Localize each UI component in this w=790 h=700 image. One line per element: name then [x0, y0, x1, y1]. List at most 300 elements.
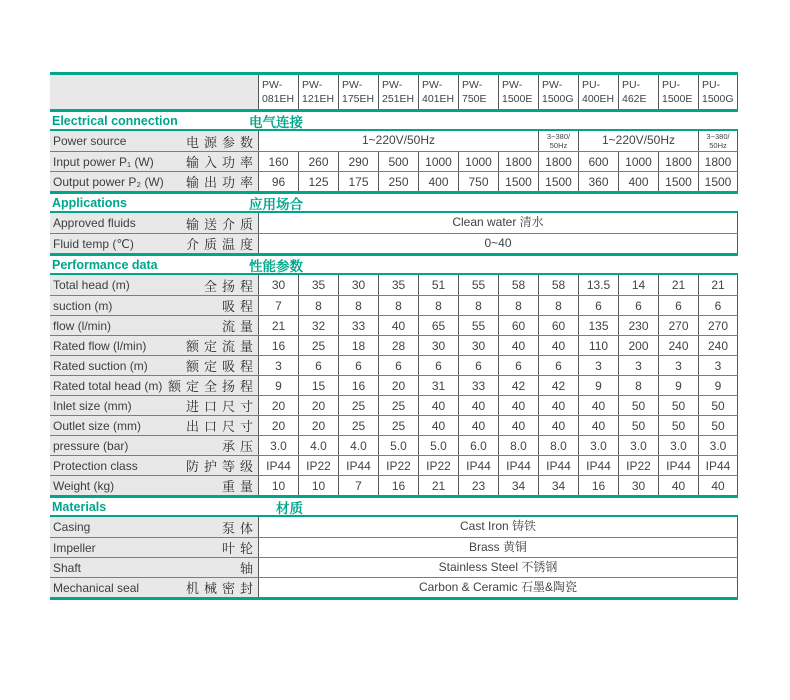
- model-column-header: [338, 75, 378, 109]
- value-cell: 1800: [498, 152, 538, 171]
- value-cell: 6: [578, 296, 618, 315]
- value-cell: IP44: [698, 456, 738, 475]
- model-prefix: PU-: [662, 78, 681, 91]
- section-materials: [50, 498, 738, 600]
- value-cell: 40: [458, 396, 498, 415]
- row-label-cell: [50, 456, 258, 475]
- value-cell: 7: [338, 476, 378, 495]
- spec-row: [50, 415, 738, 435]
- value-cell: 15: [298, 376, 338, 395]
- value-cell: 1800: [538, 152, 578, 171]
- row-label-cell: [50, 336, 258, 355]
- section-title-en: Electrical connection: [52, 113, 178, 128]
- model-code: 1500E: [502, 93, 533, 105]
- value-cell: IP44: [578, 456, 618, 475]
- row-label-zh: 叶轮: [221, 541, 258, 556]
- section-title-zh: 材质: [276, 500, 303, 516]
- model-column-header: [298, 75, 338, 109]
- value-cell: 8: [298, 296, 338, 315]
- value-small-line: 50Hz: [709, 141, 727, 150]
- value-cell: 6: [338, 356, 378, 375]
- spec-row: [50, 395, 738, 415]
- value-cell: 10: [258, 476, 298, 495]
- value-cell: 25: [338, 396, 378, 415]
- row-label-zh: 额定吸程: [185, 359, 258, 374]
- value-cell: 1000: [618, 152, 658, 171]
- row-label-zh: 全扬程: [203, 278, 258, 294]
- value-cell: 50: [618, 396, 658, 415]
- model-column-header: [458, 75, 498, 109]
- section-title-zh: 性能参数: [249, 258, 303, 274]
- value-cell: 1800: [698, 152, 738, 171]
- row-label-cell: [50, 316, 258, 335]
- spec-row: [50, 557, 738, 577]
- value-cell: 125: [298, 172, 338, 191]
- value-cell: 3.0: [658, 436, 698, 455]
- value-cell: 50: [618, 416, 658, 435]
- row-label-en: Total head (m): [53, 278, 130, 292]
- row-label-en: Approved fluids: [53, 216, 136, 230]
- value-span-cell: [698, 131, 738, 151]
- header-label-spacer: [50, 75, 258, 109]
- value-cell: 5.0: [378, 436, 418, 455]
- value-cell: 270: [698, 316, 738, 335]
- value-cell: 50: [658, 416, 698, 435]
- value-cell: 34: [538, 476, 578, 495]
- value-cell: 21: [258, 316, 298, 335]
- value-cell: 3.0: [258, 436, 298, 455]
- value-cell: 4.0: [338, 436, 378, 455]
- value-cell: 260: [298, 152, 338, 171]
- model-column-header: [538, 75, 578, 109]
- row-label-cell: [50, 396, 258, 415]
- model-column-header: [418, 75, 458, 109]
- value-cell: 51: [418, 275, 458, 295]
- value-span-cell: 0~40: [258, 234, 738, 253]
- value-cell: 600: [578, 152, 618, 171]
- value-cell: 8: [418, 296, 458, 315]
- row-label-cell: [50, 131, 258, 151]
- model-code: 750E: [462, 93, 487, 105]
- row-label-zh: 重量: [221, 479, 258, 494]
- value-cell: IP44: [458, 456, 498, 475]
- value-cell: 1500: [498, 172, 538, 191]
- value-cell: 6: [298, 356, 338, 375]
- value-cell: 8: [498, 296, 538, 315]
- model-prefix: PW-: [462, 78, 483, 91]
- row-label-cell: [50, 578, 258, 597]
- value-cell: 3: [258, 356, 298, 375]
- value-cell: 200: [618, 336, 658, 355]
- value-span-cell: [538, 131, 578, 151]
- row-label-cell: [50, 356, 258, 375]
- model-prefix: PW-: [382, 78, 403, 91]
- value-cell: 360: [578, 172, 618, 191]
- value-cell: 400: [418, 172, 458, 191]
- value-cell: 21: [658, 275, 698, 295]
- row-label-en: Outlet size (mm): [53, 418, 142, 433]
- value-span-cell: Stainless Steel 不锈钢: [258, 558, 738, 577]
- model-code: 1500E: [662, 93, 693, 105]
- spec-row: [50, 435, 738, 455]
- row-label-en: Power source: [53, 134, 127, 148]
- value-cell: 135: [578, 316, 618, 335]
- spec-row: [50, 375, 738, 395]
- spec-row: [50, 213, 738, 233]
- model-header-row: [50, 75, 738, 112]
- value-cell: 1500: [658, 172, 698, 191]
- value-cell: 500: [378, 152, 418, 171]
- value-cell: IP44: [538, 456, 578, 475]
- row-label-cell: [50, 275, 258, 295]
- value-cell: 40: [658, 476, 698, 495]
- row-label-zh: 机械密封: [185, 581, 258, 596]
- row-label-en: suction (m): [53, 298, 113, 313]
- row-label-zh: 额定流量: [185, 339, 258, 354]
- value-cell: 240: [698, 336, 738, 355]
- section-title-en: Applications: [52, 195, 128, 210]
- row-label-cell: [50, 213, 258, 233]
- value-cell: 5.0: [418, 436, 458, 455]
- row-label-cell: [50, 172, 258, 191]
- value-cell: 3.0: [618, 436, 658, 455]
- value-cell: 110: [578, 336, 618, 355]
- row-label-zh: 进口尺寸: [185, 399, 258, 414]
- spec-row: [50, 455, 738, 475]
- value-cell: 40: [498, 396, 538, 415]
- row-label-zh: 防护等级: [185, 459, 258, 474]
- value-cell: 4.0: [298, 436, 338, 455]
- value-cell: 16: [338, 376, 378, 395]
- model-code: 251EH: [382, 93, 415, 105]
- value-cell: 175: [338, 172, 378, 191]
- row-label-cell: [50, 517, 258, 537]
- model-prefix: PW-: [502, 78, 523, 91]
- value-cell: 42: [538, 376, 578, 395]
- value-cell: 9: [658, 376, 698, 395]
- value-cell: 6: [418, 356, 458, 375]
- row-label-zh: 流量: [221, 319, 258, 334]
- row-label-zh: 电源参数: [185, 134, 258, 150]
- row-label-zh: 输出功率: [185, 175, 258, 190]
- row-label-zh: 承压: [221, 439, 258, 454]
- row-label-en: Rated flow (l/min): [53, 338, 147, 353]
- value-cell: 33: [338, 316, 378, 335]
- row-label-zh: 吸程: [221, 299, 258, 314]
- value-cell: 40: [578, 396, 618, 415]
- row-label-cell: [50, 538, 258, 557]
- row-label-en: Impeller: [53, 540, 96, 555]
- value-cell: 7: [258, 296, 298, 315]
- row-label-en: Input power P₁ (W): [53, 154, 154, 169]
- model-code: 401EH: [422, 93, 455, 105]
- value-cell: 42: [498, 376, 538, 395]
- model-column-header: [698, 75, 738, 109]
- value-cell: 40: [418, 416, 458, 435]
- row-label-en: Rated suction (m): [53, 358, 148, 373]
- section-title-en: Materials: [52, 499, 107, 514]
- value-cell: 8.0: [538, 436, 578, 455]
- spec-row: [50, 355, 738, 375]
- spec-row: [50, 315, 738, 335]
- row-label-zh: 额定全扬程: [167, 379, 258, 394]
- value-cell: 240: [658, 336, 698, 355]
- model-prefix: PW-: [422, 78, 443, 91]
- row-label-cell: [50, 416, 258, 435]
- value-span-cell: 1~220V/50Hz: [578, 131, 698, 151]
- value-cell: 8.0: [498, 436, 538, 455]
- value-cell: 30: [458, 336, 498, 355]
- value-cell: 40: [538, 396, 578, 415]
- section-header-row: [50, 112, 738, 131]
- value-cell: IP22: [418, 456, 458, 475]
- pump-specification-table: [50, 72, 738, 600]
- value-small-line: 50Hz: [549, 141, 568, 150]
- value-cell: 50: [698, 416, 738, 435]
- value-cell: 40: [418, 396, 458, 415]
- value-cell: 10: [298, 476, 338, 495]
- section-title-en: Performance data: [52, 257, 158, 272]
- spec-row: [50, 295, 738, 315]
- value-cell: IP44: [258, 456, 298, 475]
- model-code: 462E: [622, 93, 647, 105]
- row-label-zh: 输入功率: [185, 155, 258, 170]
- value-span-cell: Brass 黄铜: [258, 538, 738, 557]
- value-cell: 3.0: [578, 436, 618, 455]
- model-prefix: PU-: [582, 78, 601, 91]
- value-cell: 6: [498, 356, 538, 375]
- row-label-en: Rated total head (m): [53, 378, 163, 393]
- value-cell: 25: [378, 416, 418, 435]
- value-cell: 33: [458, 376, 498, 395]
- value-cell: 50: [698, 396, 738, 415]
- value-cell: 8: [458, 296, 498, 315]
- row-label-en: Fluid temp (℃): [53, 236, 134, 251]
- section-header-row: [50, 256, 738, 275]
- value-cell: 3: [578, 356, 618, 375]
- value-cell: 400: [618, 172, 658, 191]
- value-cell: 6.0: [458, 436, 498, 455]
- model-prefix: PW-: [342, 78, 363, 91]
- spec-row: [50, 151, 738, 171]
- value-cell: 9: [578, 376, 618, 395]
- value-cell: 18: [338, 336, 378, 355]
- value-cell: 1000: [418, 152, 458, 171]
- row-label-en: Mechanical seal: [53, 580, 140, 595]
- value-cell: 250: [378, 172, 418, 191]
- model-prefix: PW-: [542, 78, 563, 91]
- value-cell: 6: [378, 356, 418, 375]
- row-label-zh: 出口尺寸: [185, 419, 258, 434]
- value-cell: 9: [258, 376, 298, 395]
- value-cell: 160: [258, 152, 298, 171]
- value-cell: 20: [298, 396, 338, 415]
- section-applications: [50, 194, 738, 256]
- value-cell: 40: [498, 416, 538, 435]
- row-label-zh: 输送介质: [185, 216, 258, 232]
- model-prefix: PW-: [262, 78, 283, 91]
- row-label-zh: 轴: [239, 561, 258, 576]
- row-label-cell: [50, 558, 258, 577]
- value-cell: 28: [378, 336, 418, 355]
- row-label-cell: [50, 436, 258, 455]
- model-prefix: PW-: [302, 78, 323, 91]
- value-cell: 1500: [698, 172, 738, 191]
- model-column-header: [258, 75, 298, 109]
- value-cell: 14: [618, 275, 658, 295]
- value-cell: 6: [458, 356, 498, 375]
- value-cell: 6: [658, 296, 698, 315]
- value-cell: 6: [698, 296, 738, 315]
- row-label-en: Inlet size (mm): [53, 398, 132, 413]
- value-cell: 32: [298, 316, 338, 335]
- section-title-zh: 电气连接: [249, 114, 303, 130]
- spec-row: [50, 537, 738, 557]
- section-header-row: [50, 498, 738, 517]
- value-cell: 40: [378, 316, 418, 335]
- section-performance-data: [50, 256, 738, 498]
- value-cell: 58: [498, 275, 538, 295]
- value-cell: 40: [538, 416, 578, 435]
- row-label-zh: 泵体: [221, 520, 258, 536]
- row-label-en: Weight (kg): [53, 478, 115, 493]
- model-column-header: [498, 75, 538, 109]
- value-cell: 40: [578, 416, 618, 435]
- value-cell: IP44: [338, 456, 378, 475]
- value-cell: 8: [538, 296, 578, 315]
- value-cell: 16: [578, 476, 618, 495]
- value-cell: 1800: [658, 152, 698, 171]
- value-cell: 16: [258, 336, 298, 355]
- row-label-en: pressure (bar): [53, 438, 129, 453]
- value-cell: 34: [498, 476, 538, 495]
- value-cell: 290: [338, 152, 378, 171]
- value-cell: 31: [418, 376, 458, 395]
- value-span-cell: Carbon & Ceramic 石墨&陶瓷: [258, 578, 738, 597]
- section-electrical-connection: [50, 112, 738, 194]
- value-cell: 230: [618, 316, 658, 335]
- value-cell: 50: [658, 396, 698, 415]
- value-cell: 8: [378, 296, 418, 315]
- value-cell: 65: [418, 316, 458, 335]
- row-label-cell: [50, 152, 258, 171]
- value-span-cell: Clean water 清水: [258, 213, 738, 233]
- value-cell: 20: [258, 416, 298, 435]
- section-header-row: [50, 194, 738, 213]
- spec-row: [50, 517, 738, 537]
- value-cell: 6: [618, 296, 658, 315]
- spec-row: [50, 171, 738, 191]
- row-label-cell: [50, 234, 258, 253]
- value-cell: IP22: [298, 456, 338, 475]
- value-cell: 21: [418, 476, 458, 495]
- value-cell: IP22: [378, 456, 418, 475]
- value-cell: 3: [698, 356, 738, 375]
- value-cell: IP22: [618, 456, 658, 475]
- value-cell: 6: [538, 356, 578, 375]
- value-cell: IP44: [658, 456, 698, 475]
- row-label-cell: [50, 376, 258, 395]
- value-cell: 1500: [538, 172, 578, 191]
- value-span-cell: Cast Iron 铸铁: [258, 517, 738, 537]
- row-label-cell: [50, 296, 258, 315]
- row-label-en: Protection class: [53, 458, 138, 473]
- section-title-zh: 应用场合: [249, 196, 303, 212]
- value-span-cell: 1~220V/50Hz: [258, 131, 538, 151]
- value-cell: 21: [698, 275, 738, 295]
- value-cell: 60: [538, 316, 578, 335]
- value-cell: 40: [498, 336, 538, 355]
- spec-row: [50, 577, 738, 597]
- value-cell: 16: [378, 476, 418, 495]
- value-cell: 30: [258, 275, 298, 295]
- model-prefix: PU-: [622, 78, 641, 91]
- model-column-header: [618, 75, 658, 109]
- model-code: 400EH: [582, 93, 615, 105]
- value-cell: 13.5: [578, 275, 618, 295]
- value-cell: 3: [618, 356, 658, 375]
- value-cell: 3: [658, 356, 698, 375]
- spec-row: [50, 475, 738, 495]
- row-label-en: flow (l/min): [53, 318, 112, 333]
- model-column-header: [378, 75, 418, 109]
- model-code: 121EH: [302, 93, 335, 105]
- value-cell: 8: [618, 376, 658, 395]
- value-cell: 55: [458, 275, 498, 295]
- row-label-en: Shaft: [53, 560, 82, 575]
- value-small-line: 3~380/: [546, 132, 571, 141]
- value-cell: 30: [618, 476, 658, 495]
- value-cell: 8: [338, 296, 378, 315]
- value-cell: 25: [378, 396, 418, 415]
- value-cell: 20: [258, 396, 298, 415]
- row-label-en: Output power P₂ (W): [53, 174, 164, 189]
- value-cell: 40: [538, 336, 578, 355]
- model-column-header: [578, 75, 618, 109]
- value-cell: 9: [698, 376, 738, 395]
- value-cell: 1000: [458, 152, 498, 171]
- value-cell: 30: [418, 336, 458, 355]
- value-cell: 60: [498, 316, 538, 335]
- spec-row: [50, 335, 738, 355]
- model-code: 1500G: [542, 93, 574, 105]
- value-cell: IP44: [498, 456, 538, 475]
- value-cell: 55: [458, 316, 498, 335]
- value-cell: 35: [378, 275, 418, 295]
- value-cell: 20: [378, 376, 418, 395]
- value-cell: 96: [258, 172, 298, 191]
- value-cell: 750: [458, 172, 498, 191]
- model-code: 175EH: [342, 93, 375, 105]
- model-prefix: PU-: [702, 78, 721, 91]
- model-code: 1500G: [702, 93, 734, 105]
- value-cell: 35: [298, 275, 338, 295]
- spec-row: [50, 275, 738, 295]
- value-cell: 30: [338, 275, 378, 295]
- row-label-en: Casing: [53, 520, 91, 534]
- spec-row: [50, 131, 738, 151]
- model-column-header: [658, 75, 698, 109]
- value-cell: 3.0: [698, 436, 738, 455]
- value-cell: 58: [538, 275, 578, 295]
- value-cell: 23: [458, 476, 498, 495]
- spec-row: [50, 233, 738, 253]
- value-cell: 25: [338, 416, 378, 435]
- model-code: 081EH: [262, 93, 295, 105]
- value-cell: 40: [698, 476, 738, 495]
- value-small-line: 3~380/: [706, 132, 730, 141]
- value-cell: 25: [298, 336, 338, 355]
